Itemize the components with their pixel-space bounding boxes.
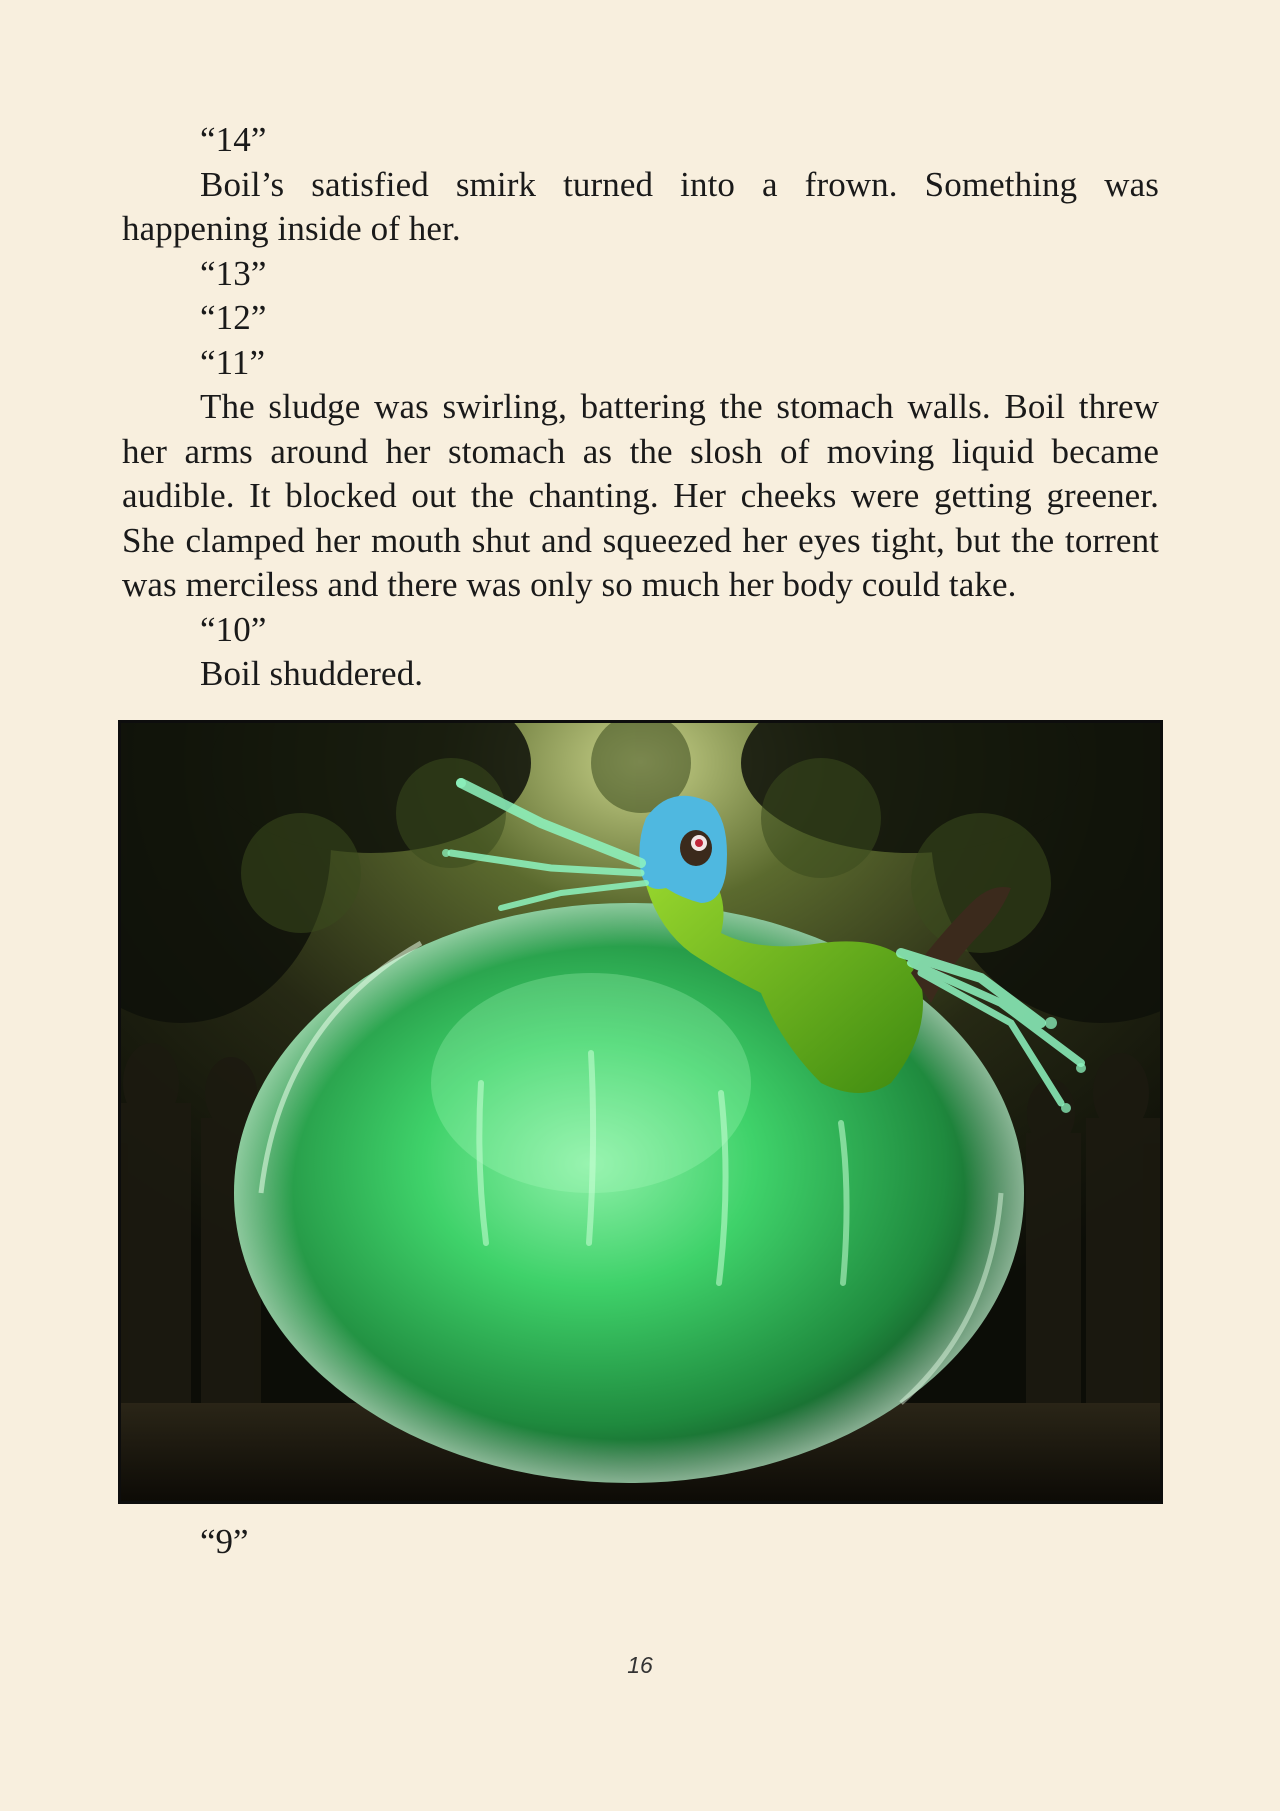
paragraph-count-14: “14” xyxy=(200,120,267,159)
paragraph-count-9: “9” xyxy=(200,1522,249,1561)
paragraph-sludge: The sludge was swirling, battering the stomach walls. Boil threw her arms around her stomach as the slosh of moving liquid became audible. It blocked out the chanting. Her cheeks were getting greener. She clamped her mouth shut and squeezed her eyes tight, but the torrent was merciless and there was only so much her body could take. xyxy=(122,387,1159,604)
paragraph-count-10: “10” xyxy=(200,609,267,649)
paragraph-count-11: “11” xyxy=(200,342,266,382)
page-number: 16 xyxy=(627,1652,653,1678)
paragraph-frown: Boil’s satisfied smirk turned into a frown. Something was happening inside of her. xyxy=(122,164,1159,248)
body-text-after xyxy=(122,1520,1159,1565)
paragraph-count-13: “13” xyxy=(200,253,267,293)
paragraph-shuddered: Boil shuddered. xyxy=(200,654,424,693)
story-illustration xyxy=(118,720,1163,1504)
paragraph-count-12: “12” xyxy=(200,298,267,337)
body-text-before xyxy=(122,118,1159,697)
illustration-artwork xyxy=(121,723,1160,1501)
